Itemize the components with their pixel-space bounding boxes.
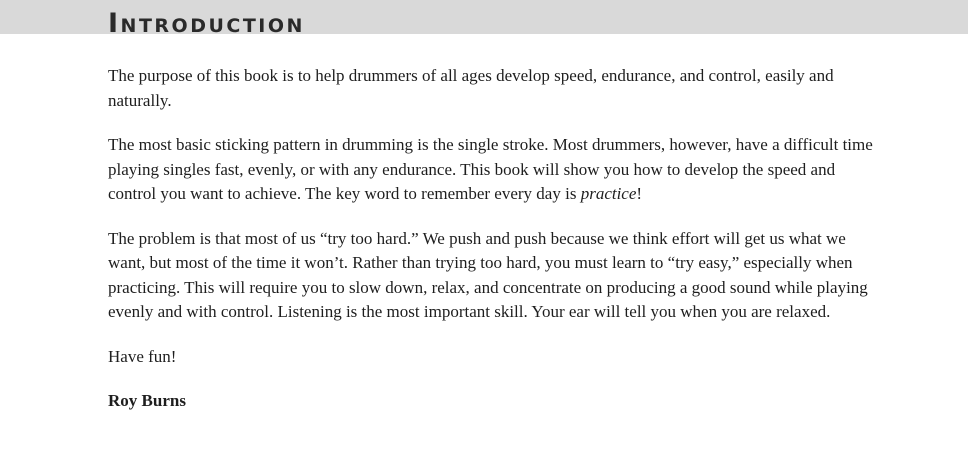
- paragraph-single-stroke-end: !: [636, 184, 643, 203]
- paragraph-single-stroke-text: The most basic sticking pattern in drumming is the single stroke. Most drummers, however, have a difficult time playing singles fast, evenly, or with any endurance. This book will show you how to develop the speed and control you want to achieve. The key word to remember every day is: [108, 135, 873, 203]
- introduction-body: [108, 64, 878, 414]
- paragraph-single-stroke: [108, 133, 878, 207]
- author-signature: Roy Burns: [108, 391, 186, 410]
- paragraph-try-easy: The problem is that most of us “try too hard.” We push and push because we think effort will get us what we want, but most of the time it won’t. Rather than trying too hard, you must learn to “try easy,” especially when practicing. This will require you to slow down, relax, and concentrate on producing a good sound while playing evenly and with control. Listening is the most important skill. Your ear will tell you when you are relaxed.: [108, 228, 868, 321]
- paragraph-have-fun: Have fun!: [108, 346, 177, 366]
- page-title: Introduction: [108, 8, 305, 39]
- paragraph-purpose: The purpose of this book is to help drummers of all ages develop speed, endurance, and control, easily and naturally.: [108, 66, 834, 110]
- practice-emphasis: practice: [580, 184, 637, 203]
